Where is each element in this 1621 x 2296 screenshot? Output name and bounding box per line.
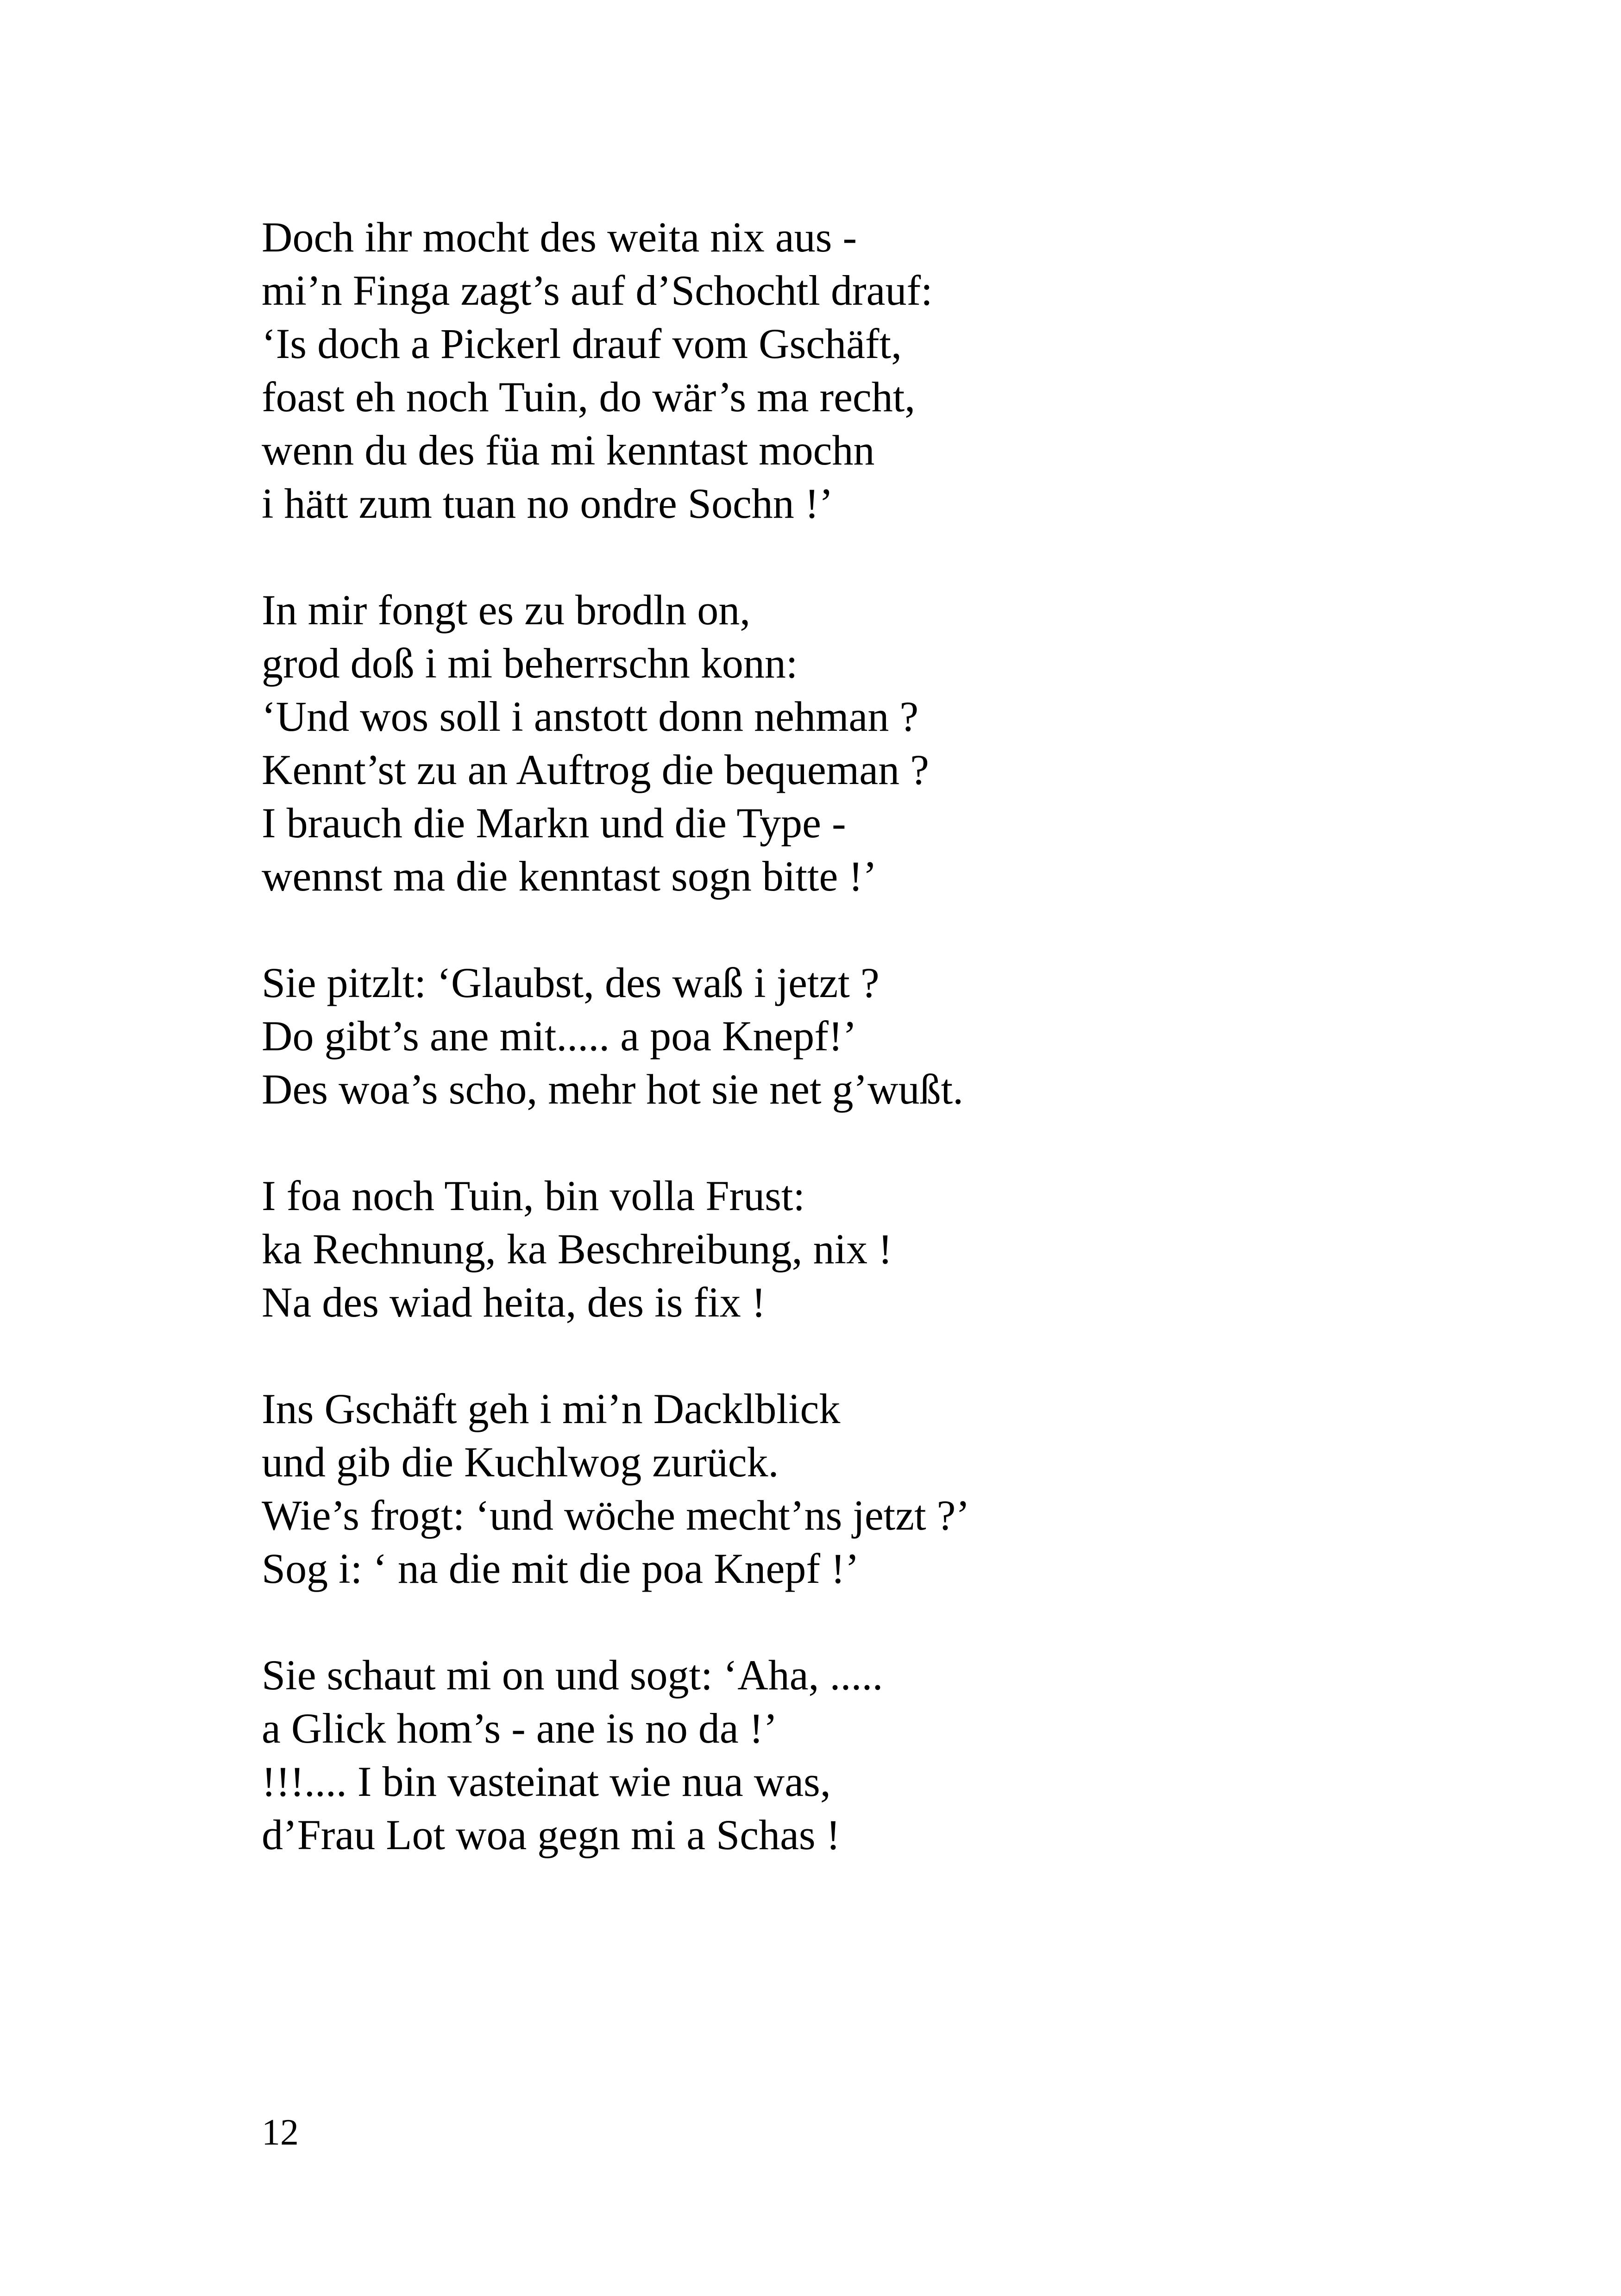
poem-line: Doch ihr mocht des weita nix aus - [262, 213, 857, 261]
poem-line: Na des wiad heita, des is fix ! [262, 1279, 766, 1326]
poem-line: Ins Gschäft geh i mi’n Dacklblick [262, 1385, 841, 1432]
poem-line: grod doß i mi beherrschn konn: [262, 640, 798, 687]
poem-line: ka Rechnung, ka Beschreibung, nix ! [262, 1225, 892, 1273]
stanza-4 [262, 1169, 1466, 1329]
stanza-1 [262, 211, 1466, 530]
poem-line: I foa noch Tuin, bin volla Frust: [262, 1172, 805, 1219]
poem-line: I brauch die Markn und die Type - [262, 799, 846, 847]
poem-line: Des woa’s scho, mehr hot sie net g’wußt. [262, 1066, 964, 1113]
poem-line: Sie pitzlt: ‘Glaubst, des waß i jetzt ? [262, 959, 880, 1006]
poem-line: foast eh noch Tuin, do wär’s ma recht, [262, 373, 916, 420]
stanza-3 [262, 956, 1466, 1116]
poem-line: In mir fongt es zu brodln on, [262, 586, 751, 634]
poem-line: d’Frau Lot woa gegn mi a Schas ! [262, 1811, 841, 1858]
poem-line: mi’n Finga zagt’s auf d’Schochtl drauf: [262, 267, 933, 314]
poem-line: !!!.... I bin vasteinat wie nua was, [262, 1758, 831, 1805]
poem-line: ‘Is doch a Pickerl drauf vom Gschäft, [262, 320, 902, 367]
poem-line: Sie schaut mi on und sogt: ‘Aha, ..... [262, 1651, 883, 1699]
poem-line: i hätt zum tuan no ondre Sochn !’ [262, 480, 834, 527]
page-number: 12 [262, 2112, 299, 2153]
poem-line: a Glick hom’s - ane is no da !’ [262, 1705, 778, 1752]
stanza-2 [262, 583, 1466, 903]
stanza-5 [262, 1382, 1466, 1595]
poem-line: Kennt’st zu an Auftrog die bequeman ? [262, 746, 929, 793]
poem-line: wennst ma die kenntast sogn bitte !’ [262, 853, 877, 900]
poem-line: ‘Und wos soll i anstott donn nehman ? [262, 693, 919, 740]
poem-line: Do gibt’s ane mit..... a poa Knepf!’ [262, 1012, 857, 1060]
poem-line: wenn du des füa mi kenntast mochn [262, 427, 875, 474]
poem-line: Sog i: ‘ na die mit die poa Knepf !’ [262, 1545, 860, 1592]
poem-body [262, 211, 1466, 1915]
poem-line: Wie’s frogt: ‘und wöche mecht’ns jetzt ?’ [262, 1492, 970, 1539]
poem-line: und gib die Kuchlwog zurück. [262, 1438, 779, 1486]
stanza-6 [262, 1649, 1466, 1862]
